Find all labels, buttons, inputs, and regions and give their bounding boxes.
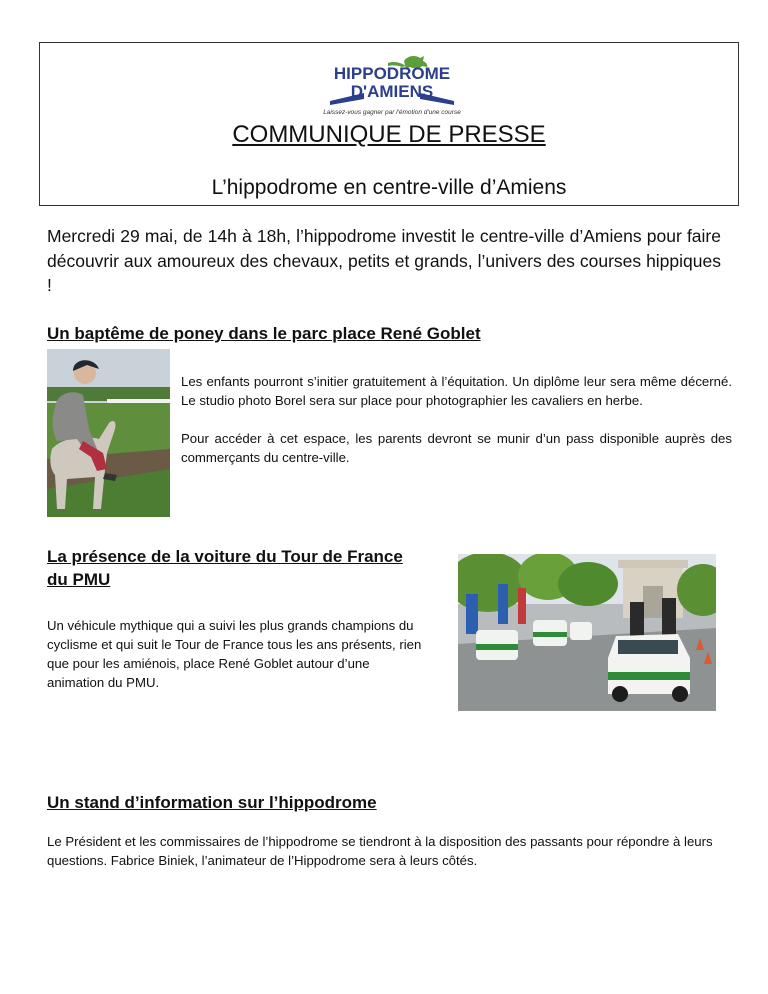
- logo-line1: HIPPODROME: [333, 64, 451, 83]
- pony-child-photo: [47, 349, 170, 517]
- section-poney-para2: Pour accéder à cet espace, les parents devront se munir d’un pass disponible auprès des commerçants du centre-ville.: [181, 431, 732, 465]
- section-voiture-body: Un véhicule mythique qui a suivi les plus grands champions du cyclisme et qui suit le Tour de France tous les ans présents, rien que pour les amiénois, place René Goblet autour d’une animation du PMU.: [47, 618, 422, 690]
- logo-tagline: Laissez-vous gagner par l'émotion d'une course: [323, 109, 461, 116]
- press-release-title: COMMUNIQUE DE PRESSE: [232, 121, 546, 148]
- press-release-subtitle: L’hippodrome en centre-ville d’Amiens: [211, 176, 567, 199]
- hippodrome-logo: [302, 53, 482, 119]
- intro-paragraph: Mercredi 29 mai, de 14h à 18h, l’hippodrome investit le centre-ville d’Amiens pour faire découvrir aux amoureux des chevaux, petits et grands, l’univers des courses hippiques !: [47, 226, 721, 295]
- tour-de-france-car-photo: [458, 554, 716, 711]
- section-stand-body: Le Président et les commissaires de l’hippodrome se tiendront à la disposition des passants pour répondre à leurs questions. Fabrice Biniek, l’animateur de l’Hippodrome sera à leurs côtés.: [47, 834, 713, 868]
- logo-graphic: [302, 53, 482, 109]
- logo-line2: D'AMIENS: [350, 82, 434, 101]
- header-box: [39, 42, 739, 206]
- section-voiture-heading: La présence de la voiture du Tour de France du PMU: [47, 547, 403, 589]
- section-stand-heading: Un stand d’information sur l’hippodrome: [47, 793, 377, 812]
- section-poney-para1: Les enfants pourront s’initier gratuitement à l’équitation. Un diplôme leur sera même décerné. Le studio photo Borel sera sur place pour photographier les cavaliers en herbe.: [181, 374, 732, 408]
- section-poney-heading: Un baptême de poney dans le parc place René Goblet: [47, 324, 481, 343]
